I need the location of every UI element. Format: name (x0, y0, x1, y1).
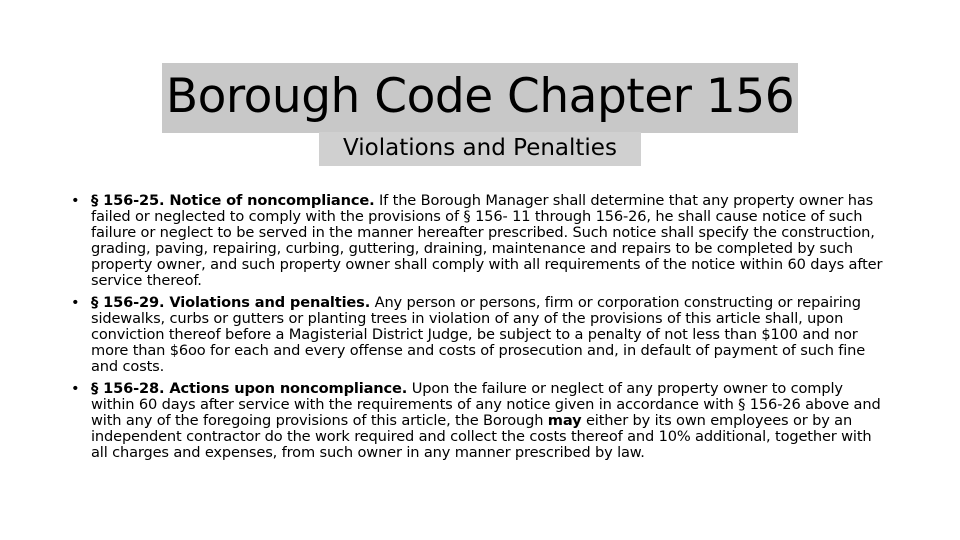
bullet-point: • (71, 294, 80, 311)
page-title: Borough Code Chapter 156 (162, 63, 798, 133)
section-body: Any person or persons, firm or corporation constructing or repairing sidewalks, curbs or gutters or planting trees in violation of any of the provisions of this article shall, upon conviction thereof before a Magisterial District Judge, be subject to a penalty of not less than $100 and nor more than $6oo for each and every offense and costs of prosecution and, in default of payment of such fine and costs. (91, 294, 866, 375)
section-heading: § 156-25. Notice of noncompliance. (91, 192, 375, 209)
section-156-29 (70, 295, 890, 375)
bullet-point: • (71, 192, 80, 209)
code-sections-list (70, 193, 890, 467)
section-heading: § 156-29. Violations and penalties. (91, 294, 371, 311)
section-body-emphasis: may (547, 412, 582, 429)
section-body: either by its own employees or by an independent contractor do the work required and collect the costs thereof and 10% additional, together with all charges and expenses, from such owner in any manner prescribed by law. (91, 412, 872, 461)
section-body: If the Borough Manager shall determine that any property owner has failed or neglected to comply with the provisions of § 156- 11 through 156-26, he shall cause notice of such failure or neglect to be served in the manner hereafter prescribed. Such notice shall specify the construction, grading, paving, repairing, curbing, guttering, draining, maintenance and repairs to be completed by such property owner, and such property owner shall comply with all requirements of the notice within 60 days after service thereof. (91, 192, 883, 289)
section-156-28 (70, 381, 890, 461)
section-body: Upon the failure or neglect of any property owner to comply within 60 days after service with the requirements of any notice given in accordance with § 156-26 above and with any of the foregoing provisions of this article, the Borough (91, 380, 881, 429)
section-156-25 (70, 193, 890, 289)
bullet-point: • (71, 380, 80, 397)
page-subtitle: Violations and Penalties (319, 132, 641, 166)
section-heading: § 156-28. Actions upon noncompliance. (91, 380, 408, 397)
